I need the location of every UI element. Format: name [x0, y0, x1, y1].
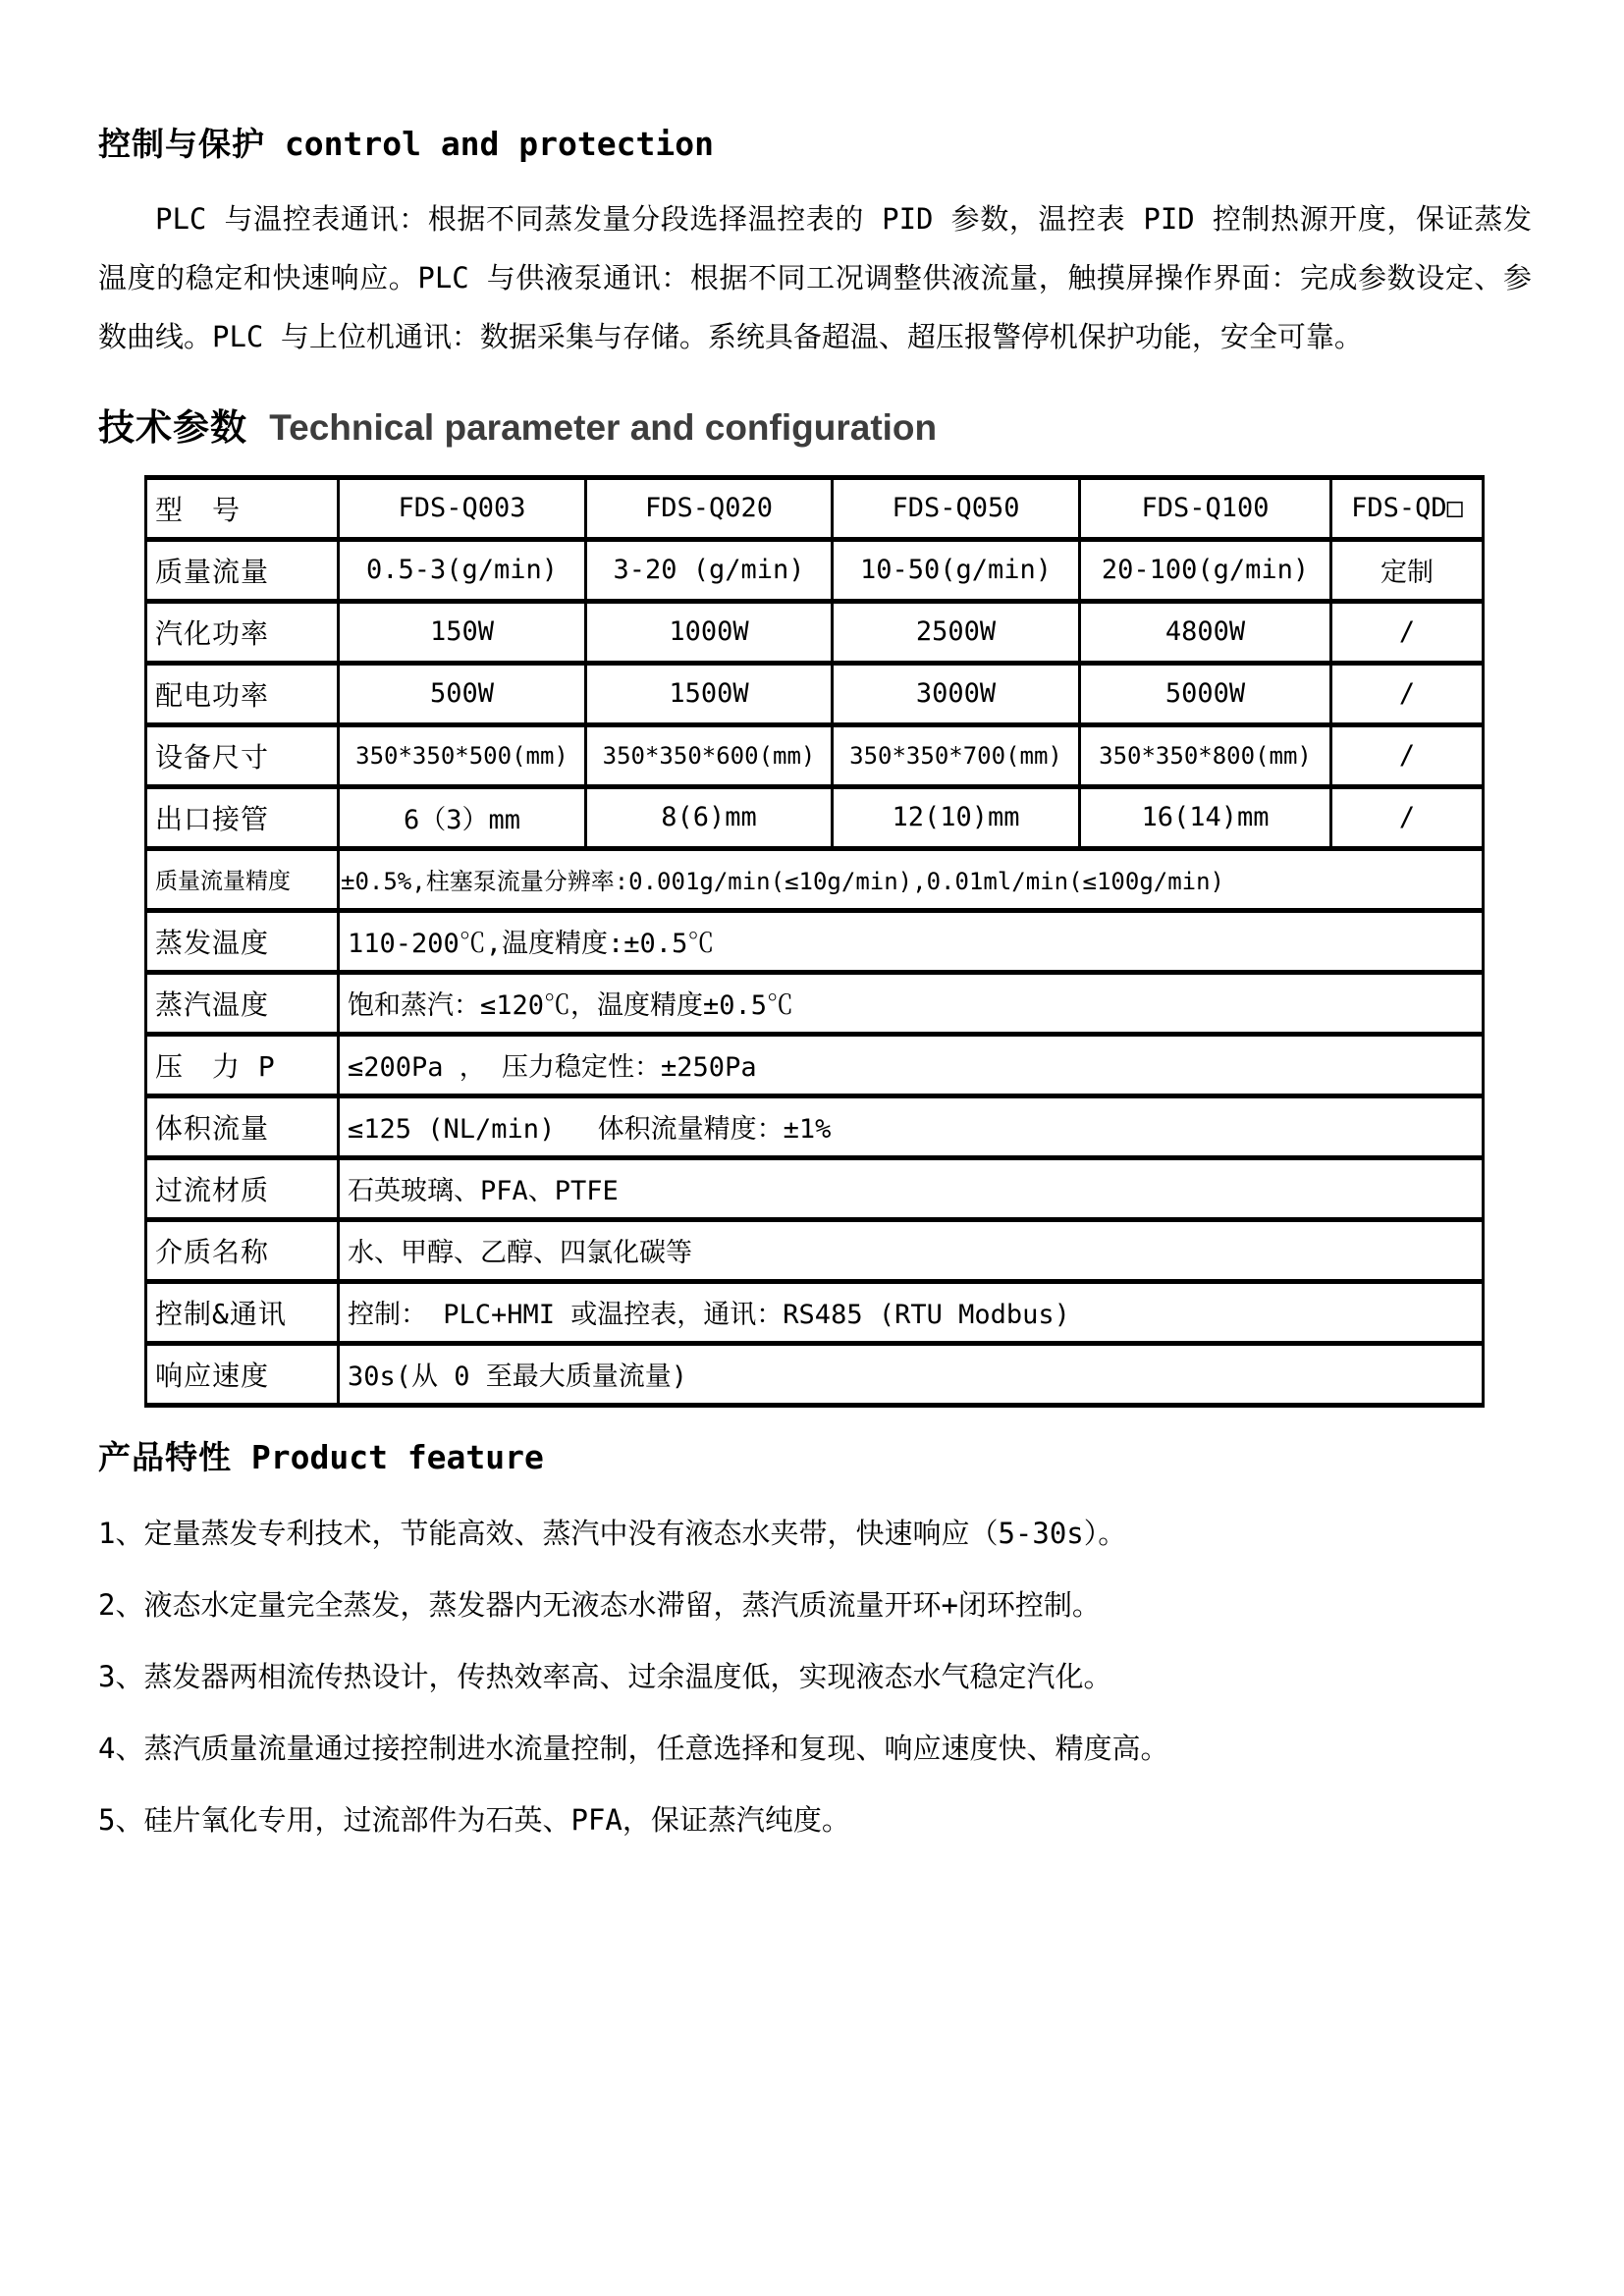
- param-value-cell: /: [1331, 724, 1484, 786]
- model-cell: FDS-QD□: [1331, 477, 1484, 539]
- param-value-cell: /: [1331, 663, 1484, 724]
- feature-list-item: 1、定量蒸发专利技术，节能高效、蒸汽中没有液态水夹带，快速响应（5-30s）。: [98, 1516, 1127, 1550]
- control-protection-heading: [98, 124, 1532, 164]
- table-row-dimensions: [146, 724, 1484, 786]
- param-value-cell: 5000W: [1080, 663, 1331, 724]
- technical-parameter-heading-en: Technical parameter and configuration: [269, 407, 938, 449]
- table-row-mass-flow: [146, 539, 1484, 601]
- param-label-cell: 压 力 P: [146, 1034, 339, 1095]
- table-row-volume-flow: [146, 1095, 1484, 1157]
- table-row-wetted-material: [146, 1157, 1484, 1219]
- param-value-cell: 0.5-3(g/min): [339, 539, 586, 601]
- feature-list-item: 3、蒸发器两相流传热设计，传热效率高、过余温度低，实现液态水气稳定汽化。: [98, 1659, 1112, 1693]
- param-value-cell: 6（3）mm: [339, 786, 586, 848]
- param-value-cell: 150W: [339, 601, 586, 663]
- param-value-cell: 定制: [1331, 539, 1484, 601]
- param-label-cell: 体积流量: [146, 1095, 339, 1157]
- param-label-cell: 蒸发温度: [146, 910, 339, 972]
- param-value-cell: 12(10)mm: [833, 786, 1080, 848]
- param-value-cell: 500W: [339, 663, 586, 724]
- param-label-cell: 介质名称: [146, 1219, 339, 1281]
- table-row-power-supply: [146, 663, 1484, 724]
- param-value-cell: 110-200℃,温度精度:±0.5℃: [339, 910, 1484, 972]
- param-value-cell: 3000W: [833, 663, 1080, 724]
- feature-list: [98, 1513, 1532, 1841]
- product-feature-heading-en: Product feature: [250, 1437, 544, 1476]
- model-cell: FDS-Q003: [339, 477, 586, 539]
- param-value-cell: 350*350*600(mm): [586, 724, 833, 786]
- param-value-cell: 饱和蒸汽：≤120℃，温度精度±0.5℃: [339, 972, 1484, 1034]
- param-value-cell: 2500W: [833, 601, 1080, 663]
- feature-list-item: 2、液态水定量完全蒸发，蒸发器内无液态水滞留，蒸汽质流量开环+闭环控制。: [98, 1587, 1101, 1622]
- param-label-cell: 配电功率: [146, 663, 339, 724]
- table-row-outlet-pipe: [146, 786, 1484, 848]
- table-row-medium-name: [146, 1219, 1484, 1281]
- param-label-cell: 控制&通讯: [146, 1281, 339, 1343]
- table-row-vapor-power: [146, 601, 1484, 663]
- table-row-steam-temp: [146, 972, 1484, 1034]
- technical-parameter-table: [144, 475, 1485, 1408]
- control-protection-heading-zh: 控制与保护: [98, 125, 265, 163]
- param-value-cell: 8(6)mm: [586, 786, 833, 848]
- param-label-cell: 汽化功率: [146, 601, 339, 663]
- table-row-response-speed: [146, 1343, 1484, 1405]
- param-value-cell: ≤125 (NL/min) 体积流量精度：±1%: [339, 1095, 1484, 1157]
- param-value-cell: 16(14)mm: [1080, 786, 1331, 848]
- control-protection-heading-en: control and protection: [284, 125, 714, 163]
- technical-parameter-heading: [98, 405, 1532, 451]
- model-cell: FDS-Q100: [1080, 477, 1331, 539]
- product-feature-heading: [98, 1437, 1532, 1477]
- param-label-cell: 质量流量精度: [146, 848, 339, 910]
- param-value-cell: 350*350*700(mm): [833, 724, 1080, 786]
- param-value-cell: /: [1331, 601, 1484, 663]
- technical-parameter-heading-zh: 技术参数: [98, 406, 247, 450]
- feature-list-item: 4、蒸汽质量流量通过接控制进水流量控制，任意选择和复现、响应速度快、精度高。: [98, 1731, 1169, 1765]
- product-feature-heading-zh: 产品特性: [98, 1437, 232, 1476]
- param-value-cell: 4800W: [1080, 601, 1331, 663]
- param-label-cell: 蒸汽温度: [146, 972, 339, 1034]
- param-value-cell: ≤200Pa ， 压力稳定性：±250Pa: [339, 1034, 1484, 1095]
- param-value-cell: 石英玻璃、PFA、PTFE: [339, 1157, 1484, 1219]
- param-label-cell: 出口接管: [146, 786, 339, 848]
- table-header-row: [146, 477, 1484, 539]
- param-value-cell: ±0.5%,柱塞泵流量分辨率:0.001g/min(≤10g/min),0.01ml/min(≤100g/min): [339, 848, 1484, 910]
- param-value-cell: /: [1331, 786, 1484, 848]
- control-protection-paragraph: PLC 与温控表通讯：根据不同蒸发量分段选择温控表的 PID 参数，温控表 PID 控制热源开度，保证蒸发温度的稳定和快速响应。PLC 与供液泵通讯：根据不同工况调整供液流量，触摸屏操作界面：完成参数设定、参数曲线。PLC 与上位机通讯：数据采集与存储。系统具备超温、超压报警停机保护功能，安全可靠。: [98, 202, 1532, 354]
- param-value-cell: 3-20 (g/min): [586, 539, 833, 601]
- table-row-flow-accuracy: [146, 848, 1484, 910]
- model-header-cell: 型 号: [146, 477, 339, 539]
- param-value-cell: 1500W: [586, 663, 833, 724]
- table-row-control-comm: [146, 1281, 1484, 1343]
- model-cell: FDS-Q020: [586, 477, 833, 539]
- param-value-cell: 1000W: [586, 601, 833, 663]
- param-label-cell: 过流材质: [146, 1157, 339, 1219]
- param-value-cell: 350*350*500(mm): [339, 724, 586, 786]
- feature-list-item: 5、硅片氧化专用，过流部件为石英、PFA，保证蒸汽纯度。: [98, 1802, 850, 1837]
- param-value-cell: 10-50(g/min): [833, 539, 1080, 601]
- model-cell: FDS-Q050: [833, 477, 1080, 539]
- table-row-evap-temp: [146, 910, 1484, 972]
- param-label-cell: 响应速度: [146, 1343, 339, 1405]
- param-value-cell: 20-100(g/min): [1080, 539, 1331, 601]
- param-value-cell: 30s(从 0 至最大质量流量): [339, 1343, 1484, 1405]
- param-value-cell: 控制： PLC+HMI 或温控表，通讯：RS485 (RTU Modbus): [339, 1281, 1484, 1343]
- param-value-cell: 水、甲醇、乙醇、四氯化碳等: [339, 1219, 1484, 1281]
- param-label-cell: 质量流量: [146, 539, 339, 601]
- table-row-pressure: [146, 1034, 1484, 1095]
- param-label-cell: 设备尺寸: [146, 724, 339, 786]
- param-value-cell: 350*350*800(mm): [1080, 724, 1331, 786]
